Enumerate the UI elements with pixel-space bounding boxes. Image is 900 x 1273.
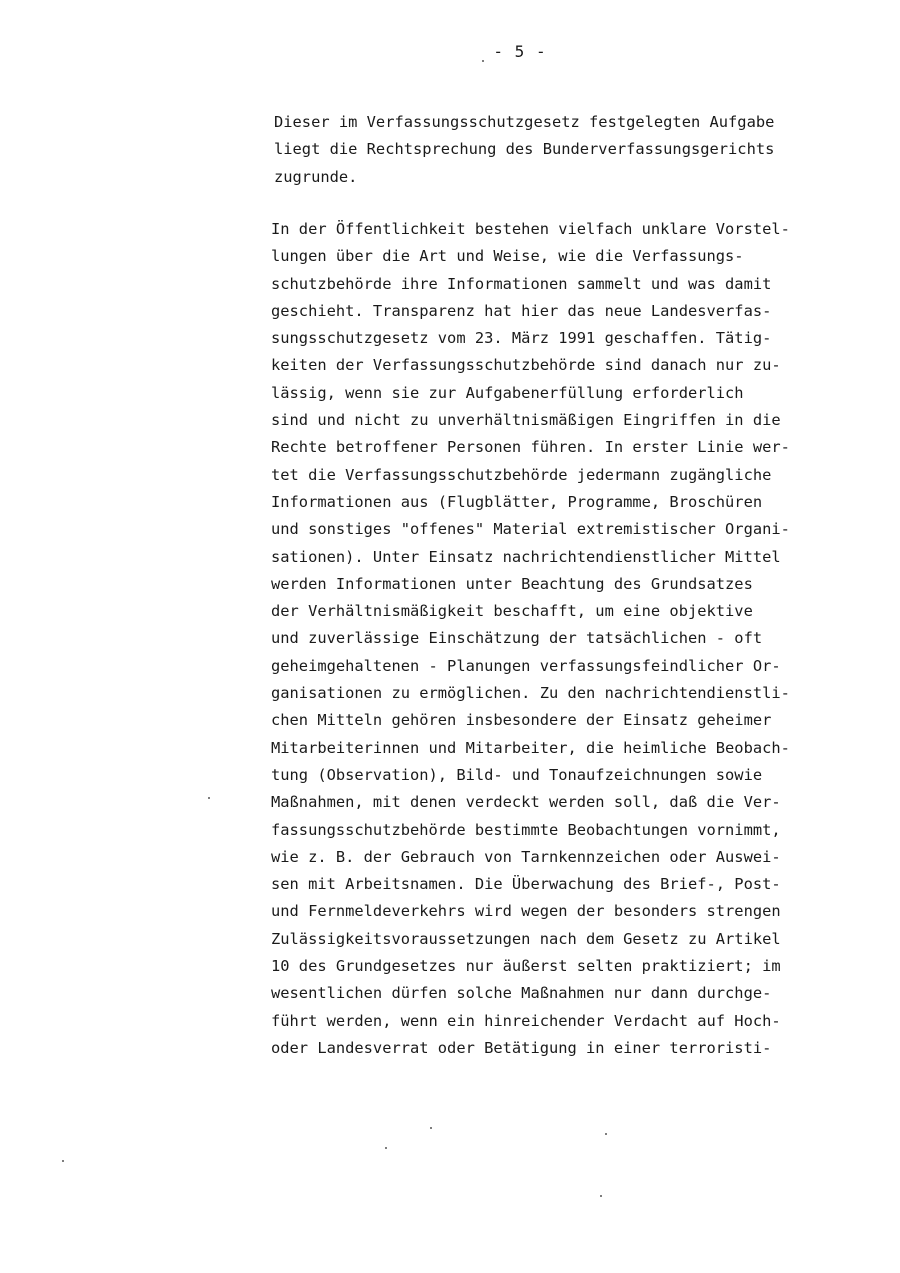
text-line: chen Mitteln gehören insbesondere der Einsatz geheimer bbox=[271, 711, 772, 730]
text-line: ganisationen zu ermöglichen. Zu den nachrichtendienstli- bbox=[271, 684, 790, 703]
text-line: schutzbehörde ihre Informationen sammelt und was damit bbox=[271, 274, 772, 293]
text-line: Zulässigkeitsvoraussetzungen nach dem Gesetz zu Artikel bbox=[271, 929, 781, 948]
text-line: keiten der Verfassungsschutzbehörde sind danach nur zu- bbox=[271, 356, 781, 375]
scan-speck bbox=[605, 1133, 607, 1135]
text-line: und sonstiges "offenes" Material extremistischer Organi- bbox=[271, 520, 790, 539]
text-line: fassungsschutzbehörde bestimmte Beobachtungen vornimmt, bbox=[271, 820, 781, 839]
text-line: wesentlichen dürfen solche Maßnahmen nur dann durchge- bbox=[271, 984, 772, 1003]
text-line: geschieht. Transparenz hat hier das neue Landesverfas- bbox=[271, 301, 772, 320]
text-line: der Verhältnismäßigkeit beschafft, um eine objektive bbox=[271, 602, 753, 621]
paragraph-1 bbox=[274, 109, 894, 191]
scan-speck bbox=[62, 1160, 64, 1162]
scan-speck bbox=[385, 1147, 387, 1149]
text-line: Rechte betroffener Personen führen. In erster Linie wer- bbox=[271, 438, 790, 457]
text-line: 10 des Grundgesetzes nur äußerst selten praktiziert; im bbox=[271, 957, 781, 976]
text-line: tung (Observation), Bild- und Tonaufzeichnungen sowie bbox=[271, 765, 763, 784]
text-line: sen mit Arbeitsnamen. Die Überwachung des Brief-, Post- bbox=[271, 875, 781, 894]
text-line: liegt die Rechtsprechung des Bunderverfassungsgerichts bbox=[274, 140, 775, 159]
scan-speck bbox=[482, 60, 484, 62]
scan-speck bbox=[208, 797, 210, 799]
text-line: Informationen aus (Flugblätter, Programme, Broschüren bbox=[271, 492, 763, 511]
page-number: - 5 - bbox=[493, 42, 547, 61]
text-line: tet die Verfassungsschutzbehörde jedermann zugängliche bbox=[271, 465, 772, 484]
text-line: werden Informationen unter Beachtung des Grundsatzes bbox=[271, 574, 753, 593]
text-line: Mitarbeiterinnen und Mitarbeiter, die heimliche Beobach- bbox=[271, 738, 790, 757]
text-line: oder Landesverrat oder Betätigung in einer terroristi- bbox=[271, 1038, 772, 1057]
paragraph-2 bbox=[271, 216, 891, 1062]
text-line: führt werden, wenn ein hinreichender Verdacht auf Hoch- bbox=[271, 1011, 781, 1030]
text-line: Maßnahmen, mit denen verdeckt werden soll, daß die Ver- bbox=[271, 793, 781, 812]
text-line: und zuverlässige Einschätzung der tatsächlichen - oft bbox=[271, 629, 763, 648]
text-line: wie z. B. der Gebrauch von Tarnkennzeichen oder Auswei- bbox=[271, 847, 781, 866]
text-line: sationen). Unter Einsatz nachrichtendienstlicher Mittel bbox=[271, 547, 781, 566]
text-line: geheimgehaltenen - Planungen verfassungsfeindlicher Or- bbox=[271, 656, 781, 675]
scan-speck bbox=[430, 1127, 432, 1129]
text-line: lässig, wenn sie zur Aufgabenerfüllung erforderlich bbox=[271, 383, 744, 402]
text-line: zugrunde. bbox=[274, 167, 358, 186]
scan-speck bbox=[600, 1195, 602, 1197]
text-line: sind und nicht zu unverhältnismäßigen Eingriffen in die bbox=[271, 411, 781, 430]
text-line: Dieser im Verfassungsschutzgesetz festgelegten Aufgabe bbox=[274, 113, 775, 131]
text-line: In der Öffentlichkeit bestehen vielfach unklare Vorstel- bbox=[271, 220, 790, 238]
text-line: und Fernmeldeverkehrs wird wegen der besonders strengen bbox=[271, 902, 781, 921]
text-line: lungen über die Art und Weise, wie die Verfassungs- bbox=[271, 247, 744, 266]
text-line: sungsschutzgesetz vom 23. März 1991 geschaffen. Tätig- bbox=[271, 329, 772, 348]
